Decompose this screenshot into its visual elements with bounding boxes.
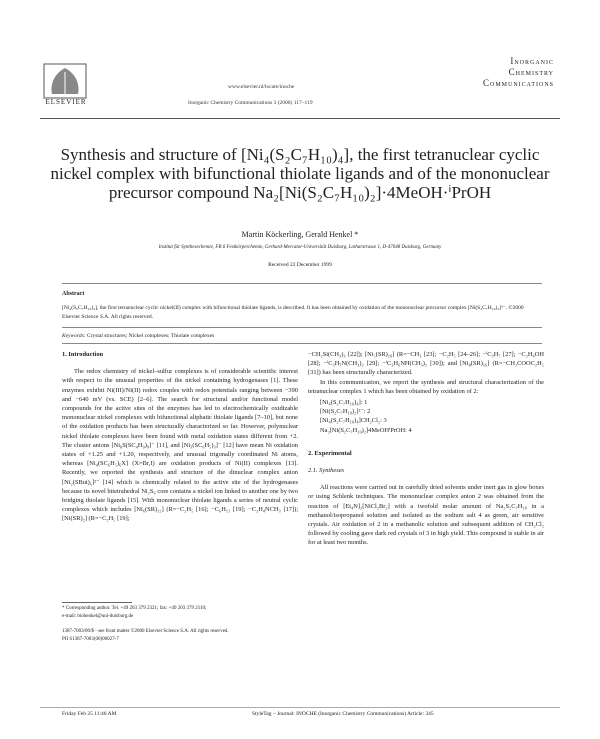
left-column [62, 350, 298, 524]
footnote-email[interactable]: e-mail: biohenkel@uni-duisburg.de [62, 614, 134, 619]
publisher-name: ELSEVIER [45, 98, 87, 106]
received-date: Received 22 December 1999 [268, 262, 332, 268]
issn-block [62, 628, 362, 643]
right-column [308, 350, 544, 548]
abstract-heading: Abstract [62, 291, 85, 297]
article-title [50, 145, 550, 202]
journal-url[interactable]: www.elsevier.nl/locate/inoche [228, 84, 295, 90]
footnote-line-1: * Corresponding author. Tel. +49 203 379 2321; fax: +49 203 379 2110; [62, 606, 207, 611]
intro-paragraph-continued: −CH₂Si(CH₃)₃ [22]); [Ni₅(SR)₁₀] (R=−CH₃ [23]; −C₂H₅ [24–26]; −ⁱC₃H₇ [27]; −C₂H₄OH [28]; −ⁱC₃H₇N(CH₃)₂ [29]; −ⁱC₃H₆NH(CH₃)₂ [30]); and [Ni₈(SR)₁₆] (R=−CH₂COOC₂H₅ [31]) has been structurally characterized. [308, 351, 544, 377]
keywords-label: Keywords: [62, 333, 86, 339]
compound-list [320, 398, 544, 435]
journal-logo-line1: Inorganic [510, 56, 554, 66]
header-divider [40, 118, 560, 119]
title-line-1: Synthesis and structure of [Ni₄(S₂C₇H₁₀)₄], the first tetranuclear cyclic [60, 145, 540, 164]
keywords-text: Crystal structures; Nickel complexes; Thiolate complexes [87, 333, 215, 339]
title-line-3: precursor compound Na₂[Ni(S₂C₇H₁₀)₂]·4MeOH·ⁱPrOH [108, 183, 492, 202]
keywords [62, 333, 542, 339]
abstract-bottom-rule [62, 327, 542, 328]
subsection-heading-syntheses: 2.1. Syntheses [308, 467, 345, 475]
footer-rule [40, 707, 560, 708]
journal-logo-line2: Chemistry [508, 67, 554, 77]
footer-timestamp: Friday Feb 25 11:46 AM [62, 711, 117, 717]
corresponding-author-footnote [62, 605, 298, 621]
footer-styletag: StyleTag – Journal: INOCHE (Inorganic Chemistry Communications) Article: 345 [252, 711, 434, 717]
section-heading-introduction: 1. Introduction [62, 351, 104, 358]
authors: Martin Köckerling, Gerald Henkel * [241, 230, 359, 239]
keywords-rule [62, 343, 542, 344]
abstract-text: [Ni₄(S₂C₇H₁₀)₄], the first tetranuclear cyclic nickel(II) complex with bifunctional thiolate ligands, is described. It has been obtained by oxidation of the mononuclear precursor complex [Ni(S₂C₇H₁₀)₂]²⁻. ©2000 Elsevier Science S.A. All rights reserved. [62, 305, 524, 320]
section-heading-experimental: 2. Experimental [308, 449, 352, 457]
affiliation: Institut für Synthesechemie, FB 6 Festkörperchemie, Gerhard-Mercator-Universität Duisburg, Lotharstrasse 1, D-47048 Duisburg, Germany [158, 245, 442, 250]
syntheses-paragraph: All reactions were carried out in carefully dried solvents under inert gas in glow boxes or using Schlenk techniques. The mononuclear complex anion 2 was obtained from the reaction of [Et₄N]₂[NiCl₂Br₂] with a twofold molar amount of Na₂S₂C₇H₁₀ in a methanol/isopropanol solution and isolated as the sodium salt 4 as green, air sensitive crystals. Air oxidation of 2 in a methanolic solution and subsequent addition of CH₂Cl₂ followed by cooling gave dark red crystals of 3 in high yield. This compound is stable in air for at least two months. [308, 484, 544, 547]
footnote-rule [62, 602, 132, 603]
title-line-2: nickel complex with bifunctional thiolate ligands and of the mononuclear [50, 164, 550, 183]
journal-logo-line3: Communications [482, 78, 554, 88]
pii-line: PII S1387-7003(00)00027-7 [62, 636, 119, 642]
compound-formula-1: [Ni₄(S₂C₇H₁₀)₄]: 1 [320, 399, 368, 407]
journal-logo [418, 56, 554, 102]
communication-paragraph: In this communication, we report the synthesis and structural characterization of the tetranuclear complex 1 which has been obtained by oxidation of 2: [308, 378, 544, 395]
compound-formula-4: Na₂[Ni(S₂C₇H₁₀)₂]4MeOHⁱPrOH: 4 [320, 426, 412, 434]
journal-reference: Inorganic Chemistry Communications 3 (2000) 117–119 [188, 100, 313, 106]
compound-formula-3: [Ni₄(S₂C₇H₁₀)₄]CH₂Cl₂: 3 [320, 417, 387, 425]
intro-paragraph: The redox chemistry of nickel–sulfur complexes is of considerable scientific interest with respect to the unusual properties of the nickel containing hydrogenases [1]. These enzymes exhibit Ni(III)/Ni(II) redox couples with redox potentials ranging between −390 and −640 mV (vs. SCE) [2–6]. The search for structural and/or functional model compounds for the active sites of the enzymes has led to electrochemically oxidizable mononuclear nickel complexes with bifunctional aliphatic thiolate ligands [7–10], but none of the oxidation products has been structurally characterized so far. However, polynuclear nickel thiolate complexes have been found with metal oxidation states different from +2. The cluster anions [Ni₈S(SC₄H₉)₉]⁻ [11], and [Ni₃(SC₆H₅)₃]⁻ [12] have mean Ni oxidation states of +1.25 and +1.20, respectively, and unusual trigonally coordinated Ni atoms, whereas [Ni₄(SC₆H₅)₆X] (X=Br,I) are oxidation products of Ni(II) complexes [13]. Recently, we reported the synthesis and structure of the dinuclear complex anion [Ni₂(SBut)₆]²⁻ [14] which is chemically related to the active site of the hydrogenases because its novel bitetrahedral Ni₂S₆ core contains a nickel ion linked to another one by two bridging thiolate ligands [15]. With mononuclear thiolate ligands a series of neutral cyclic complexes which includes [Ni₆(SR)₁₂] (R=−C₂H₅ [16]; −C₆H₁₁ [19]; −C₂H₄NCH₃ [17]); [Ni(SR)₂] (R=−C₂H₅ [19]; [62, 368, 298, 523]
abstract-top-rule [62, 283, 542, 284]
compound-formula-2: [Ni(S₂C₇H₁₀)₂]²⁻: 2 [320, 408, 371, 416]
issn-line-1: 1387-7003/00/$ - see front matter ©2000 Elsevier Science S.A. All rights reserved. [62, 629, 229, 634]
